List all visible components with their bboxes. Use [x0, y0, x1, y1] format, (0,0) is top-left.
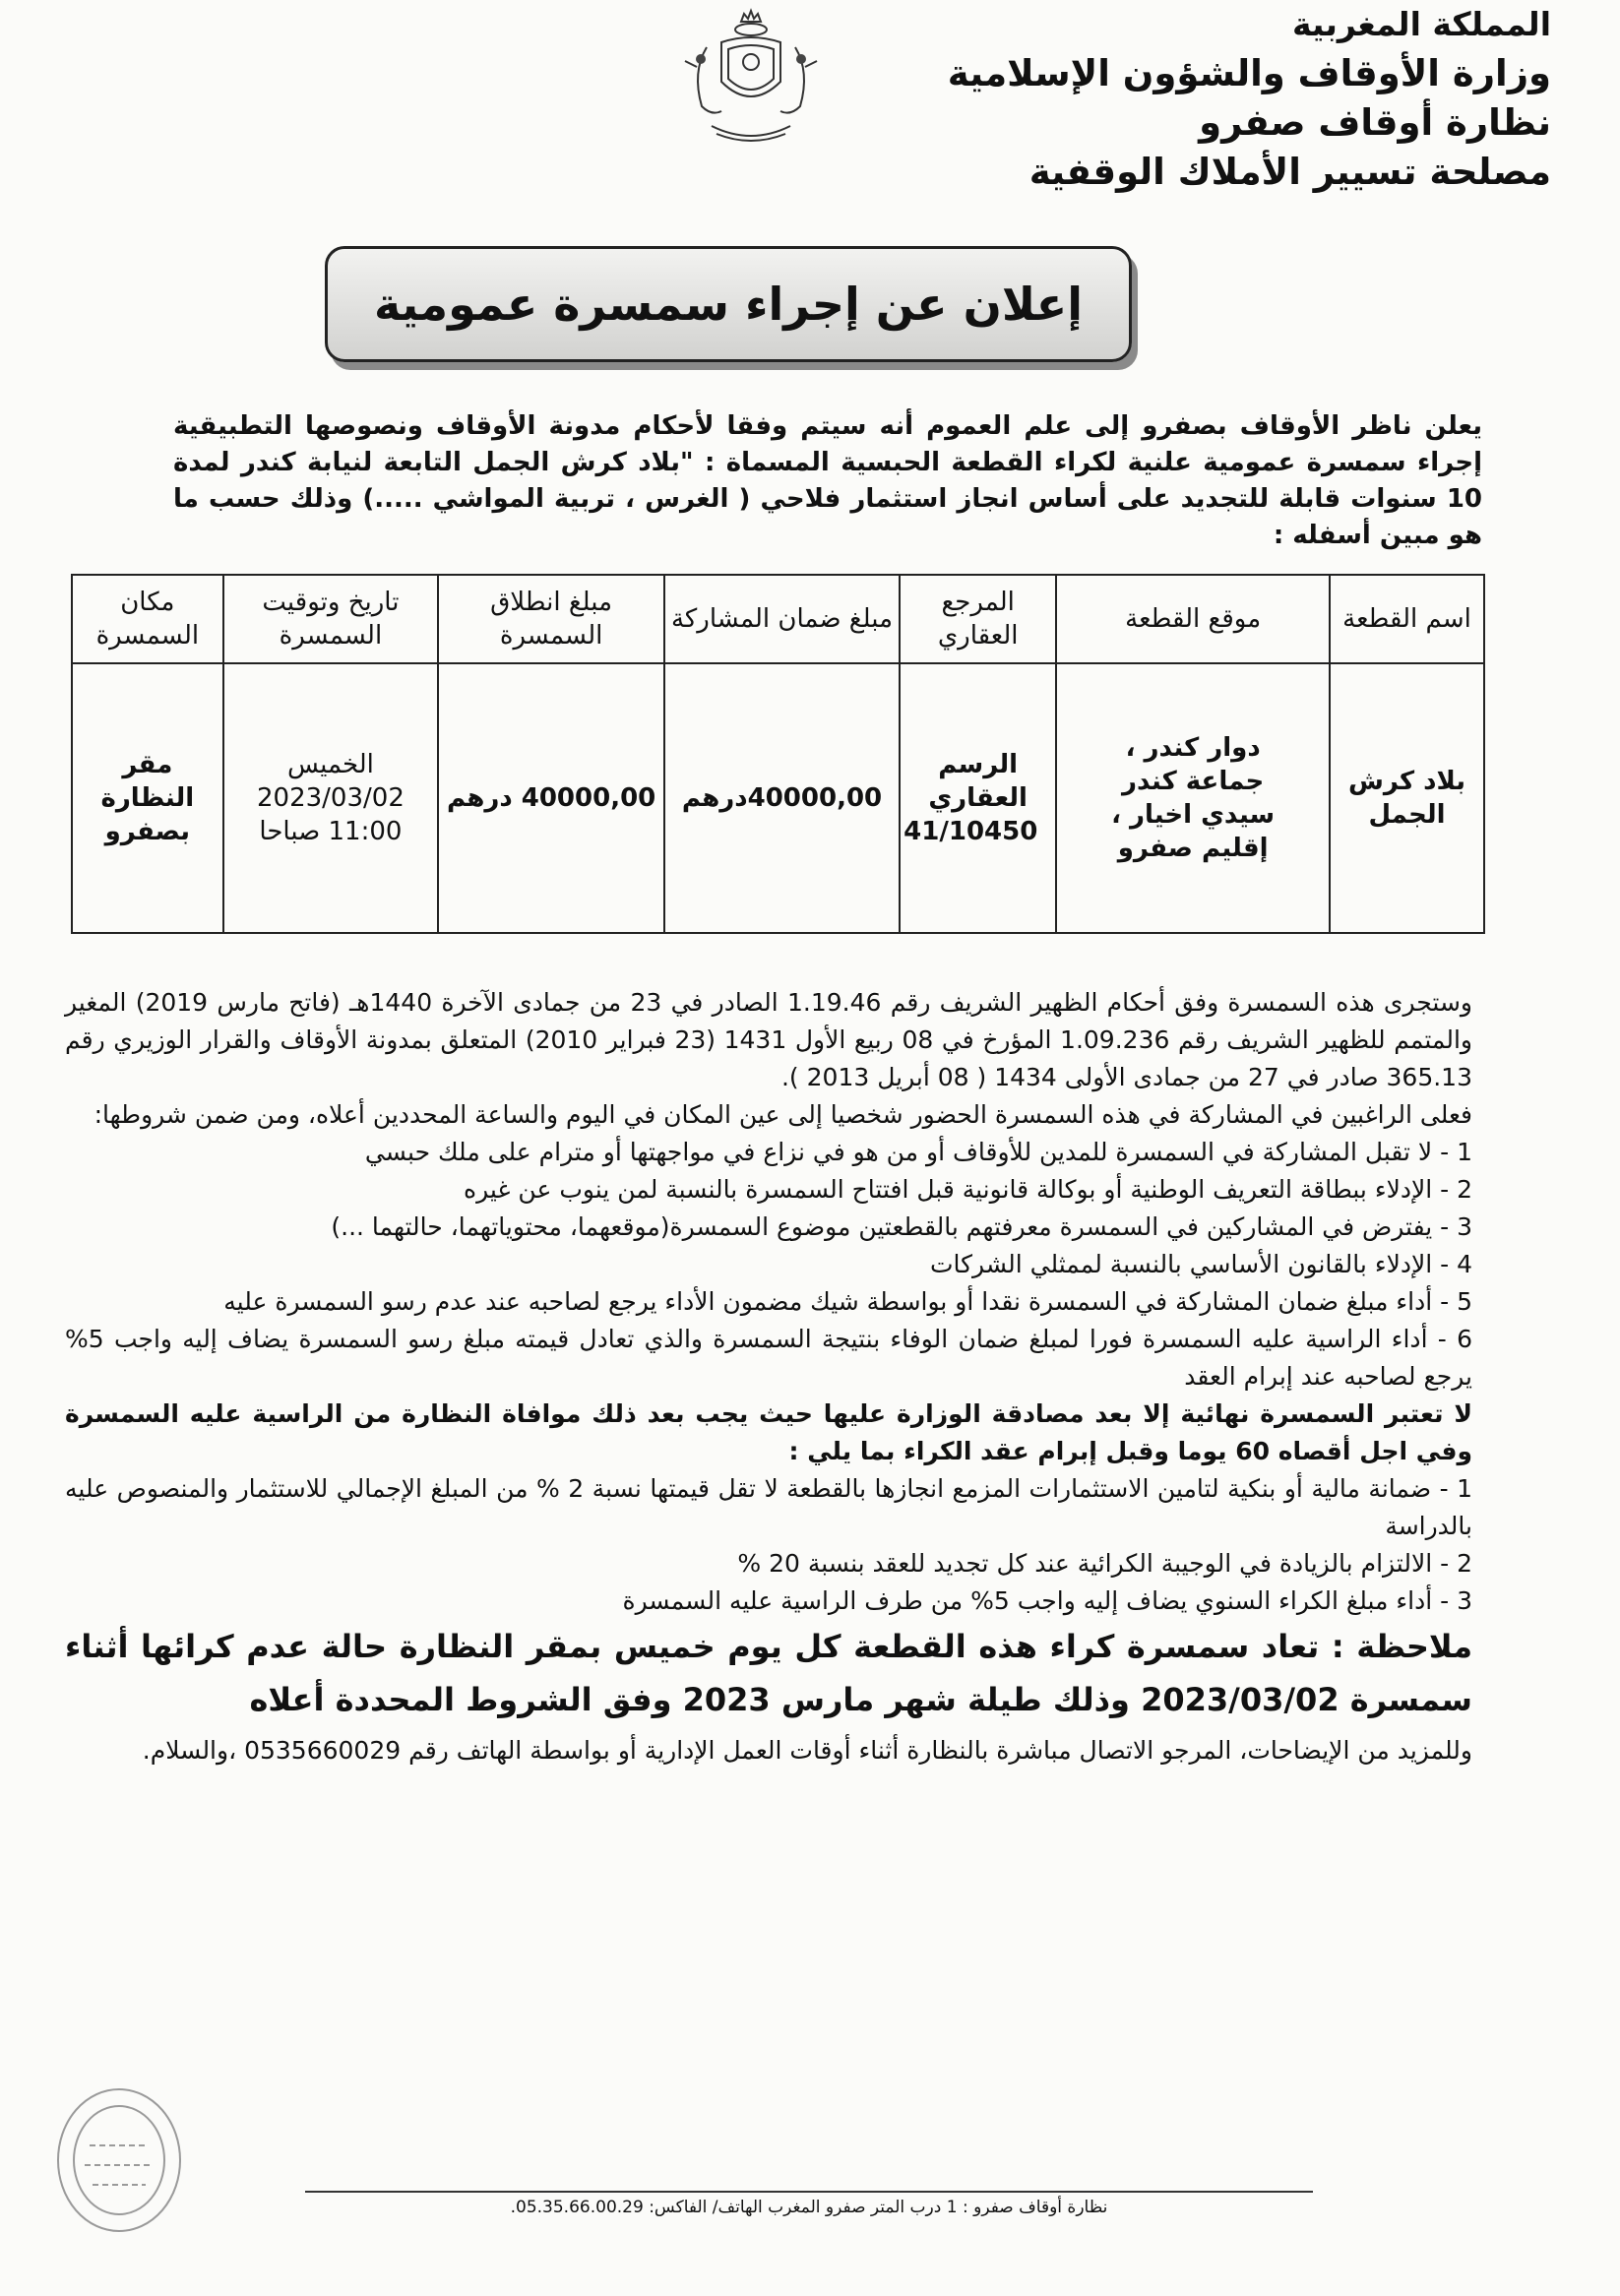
cell-starting-price: 40000,00 درهم — [438, 663, 664, 933]
list-item: 1 - لا تقبل المشاركة في السمسرة للمدين للأوقاف أو من هو في نزاع في مواجهتها أو مترام على ملك حبسي — [364, 1138, 1472, 1166]
final-approval-clause: لا تعتبر السمسرة نهائية إلا بعد مصادقة الوزارة عليها حيث يجب بعد ذلك موافاة النظارة من الراسية عليه السمسرة وفي اجل أقصاه 60 يوما وقبل إبرام عقد الكراء بما يلي : — [65, 1399, 1472, 1465]
legal-basis-paragraph: وستجرى هذه السمسرة وفق أحكام الظهير الشريف رقم 1.19.46 الصادر في 23 من جمادى الآخرة 1440هـ (فاتح مارس 2019) المغير والمتمم للظهير الشريف رقم 1.09.236 المؤرخ في 08 ربيع الأول 1431 (23 فبراير 2010) المتعلق بمدونة الأوقاف والقرار الوزيري رقم 365.13 صادر في 27 من جمادى الأولى 1434 ( 08 أبريل 2013 ). — [65, 988, 1472, 1091]
cell-venue: مقر النظارة بصفرو — [72, 663, 223, 933]
letterhead — [947, 0, 1551, 197]
cell-land-title: الرسم العقاري 41/10450 — [900, 663, 1056, 933]
header-land-title: المرجع العقاري — [900, 575, 1056, 663]
participation-paragraph: فعلى الراغبين في المشاركة في هذه السمسرة الحضور شخصيا إلى عين المكان في اليوم والساعة المحددين أعلاه، ومن ضمن شروطها: — [93, 1100, 1472, 1129]
header-guarantee-amount: مبلغ ضمان المشاركة — [664, 575, 900, 663]
letterhead-ministry: وزارة الأوقاف والشؤون الإسلامية — [947, 52, 1551, 94]
list-item: 2 - الالتزام بالزيادة في الوجيبة الكرائية عند كل تجديد للعقد بنسبة 20 % — [737, 1549, 1472, 1578]
letterhead-directorate: نظارة أوقاف صفرو — [1199, 101, 1551, 144]
list-item: 1 - ضمانة مالية أو بنكية لتامين الاستثمارات المزمع انجازها بالقطعة لا تقل قيمتها نسبة 2 % من المبلغ الإجمالي للاستثمار والمنصوص عليه بالدراسة — [65, 1474, 1472, 1540]
royal-coat-of-arms-icon — [667, 8, 835, 155]
official-seal-icon — [45, 2077, 193, 2244]
cell-guarantee-amount: 40000,00درهم — [664, 663, 900, 933]
table-row — [72, 663, 1484, 933]
auction-table — [71, 574, 1485, 934]
cell-parcel-name: بلاد كرش الجمل — [1330, 663, 1484, 933]
header-date-time: تاريخ وتوقيت السمسرة — [223, 575, 438, 663]
list-item: 6 - أداء الراسية عليه السمسرة فورا لمبلغ ضمان الوفاء بنتيجة السمسرة والذي تعادل قيمته مبلغ رسو السمسرة يضاف إليه واجب 5% يرجع لصاحبه عند إبرام العقد — [65, 1325, 1472, 1391]
header-starting-price: مبلغ انطلاق السمسرة — [438, 575, 664, 663]
header-venue: مكان السمسرة — [72, 575, 223, 663]
table-header-row — [72, 575, 1484, 663]
announcement-title-box — [325, 246, 1132, 362]
letterhead-service: مصلحة تسيير الأملاك الوقفية — [1028, 151, 1551, 193]
list-item: 2 - الإدلاء ببطاقة التعريف الوطنية أو بوكالة قانونية قبل افتتاح السمسرة بالنسبة لمن ينوب عن غيره — [463, 1175, 1472, 1204]
intro-paragraph: يعلن ناظر الأوقاف بصفرو إلى علم العموم أنه سيتم وفقا لأحكام مدونة الأوقاف ونصوصها التطبيقية إجراء سمسرة عمومية علنية لكراء القطعة الحبسية المسماة : "بلاد كرش الجمل التابعة لنيابة كندر لمدة 10 سنوات قابلة للتجديد على أساس انجاز استثمار فلاحي ( الغرس ، تربية المواشي .....) وذلك حسب ما هو مبين أسفله : — [173, 411, 1482, 550]
list-item: 3 - أداء مبلغ الكراء السنوي يضاف إليه واجب 5% من طرف الراسية عليه السمسرة — [622, 1586, 1472, 1615]
contact-paragraph: وللمزيد من الإيضاحات، المرجو الاتصال مباشرة بالنظارة أثناء أوقات العمل الإدارية أو بواسطة الهاتف رقم 0535660029 ،والسلام. — [142, 1736, 1472, 1765]
cell-parcel-location: دوار كندر ، جماعة كندر سيدي اخيار ، إقليم صفرو — [1056, 663, 1330, 933]
footer-address: نظارة أوقاف صفرو : 1 درب المتر صفرو المغرب الهاتف/ الفاكس: 05.35.66.00.29. — [510, 2198, 1108, 2217]
conditions-section — [65, 984, 1472, 1769]
letterhead-kingdom: المملكة المغربية — [1292, 5, 1551, 43]
list-item: 3 - يفترض في المشاركين في السمسرة معرفتهم بالقطعتين موضوع السمسرة(موقعهما، محتوياتهما، حالتهما ...) — [331, 1212, 1472, 1241]
cell-date-time: الخميس 2023/03/02 11:00 صباحا — [223, 663, 438, 933]
header-parcel-name: اسم القطعة — [1330, 575, 1484, 663]
footer-divider — [305, 2191, 1313, 2193]
announcement-title: إعلان عن إجراء سمسرة عمومية — [374, 278, 1083, 331]
header-parcel-location: موقع القطعة — [1056, 575, 1330, 663]
note-paragraph: ملاحظة : تعاد سمسرة كراء هذه القطعة كل يوم خميس بمقر النظارة حالة عدم كرائها أثناء سمسرة 2023/03/02 وذلك طيلة شهر مارس 2023 وفق الشروط المحددة أعلاه — [65, 1628, 1472, 1718]
list-item: 5 - أداء مبلغ ضمان المشاركة في السمسرة نقدا أو بواسطة شيك مضمون الأداء يرجع لصاحبه عند عدم رسو السمسرة عليه — [223, 1287, 1472, 1316]
list-item: 4 - الإدلاء بالقانون الأساسي بالنسبة لممثلي الشركات — [929, 1250, 1472, 1278]
